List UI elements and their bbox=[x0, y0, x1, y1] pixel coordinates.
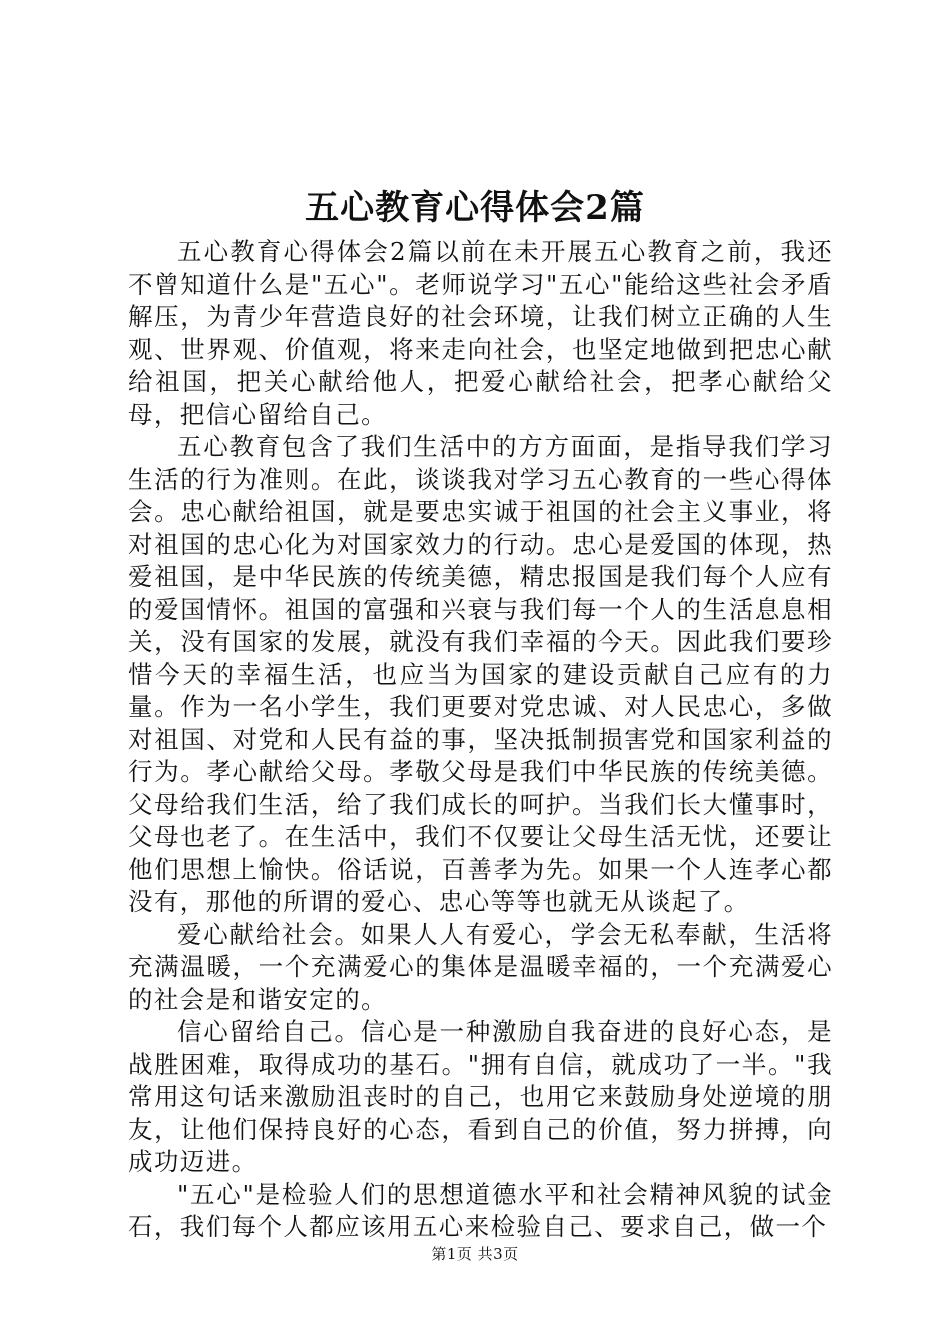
paragraph-4: 信心留给自己。信心是一种激励自我奋进的良好心态，是战胜困难，取得成功的基石。"拥有自信，就成功了一半。"我常用这句话来激励沮丧时的自己，也用它来鼓励身处逆境的朋友，让他们保持良好的心态，看到自己的价值，努力拼搏，向成功迈进。 bbox=[128, 1017, 833, 1176]
page-number-footer: 第1页 共3页 bbox=[431, 1245, 519, 1263]
paragraph-1: 五心教育心得体会2篇以前在未开展五心教育之前，我还不曾知道什么是"五心"。老师说学习"五心"能给这些社会矛盾解压，为青少年营造良好的社会环境，让我们树立正确的人生观、世界观、价值观，将来走向社会，也坚定地做到把忠心献给祖国，把关心献给他人，把爱心献给社会，把孝心献给父母，把信心留给自己。 bbox=[128, 237, 833, 429]
document-body bbox=[128, 236, 833, 1244]
paragraph-2: 五心教育包含了我们生活中的方方面面，是指导我们学习生活的行为准则。在此，谈谈我对学习五心教育的一些心得体会。忠心献给祖国，就是要忠实诚于祖国的社会主义事业，将对祖国的忠心化为对国家效力的行动。忠心是爱国的体现，热爱祖国，是中华民族的传统美德，精忠报国是我们每个人应有的爱国情怀。祖国的富强和兴衰与我们每一个人的生活息息相关，没有国家的发展，就没有我们幸福的今天。因此我们要珍惜今天的幸福生活，也应当为国家的建设贡献自己应有的力量。作为一名小学生，我们更要对党忠诚、对人民忠心，多做对祖国、对党和人民有益的事，坚决抵制损害党和国家利益的行为。孝心献给父母。孝敬父母是我们中华民族的传统美德。父母给我们生活，给了我们成长的呵护。当我们长大懂事时，父母也老了。在生活中，我们不仅要让父母生活无忧，还要让他们思想上愉快。俗话说，百善孝为先。如果一个人连孝心都没有，那他的所谓的爱心、忠心等等也就无从谈起了。 bbox=[128, 432, 833, 916]
paragraph-5: "五心"是检验人们的思想道德水平和社会精神风貌的试金石，我们每个人都应该用五心来检验自己、要求自己，做一个 bbox=[128, 1179, 833, 1241]
document-title: 五心教育心得体会2篇 bbox=[305, 188, 645, 228]
paragraph-3: 爱心献给社会。如果人人有爱心，学会无私奉献，生活将充满温暖，一个充满爱心的集体是温暖幸福的，一个充满爱心的社会是和谐安定的。 bbox=[128, 919, 833, 1014]
